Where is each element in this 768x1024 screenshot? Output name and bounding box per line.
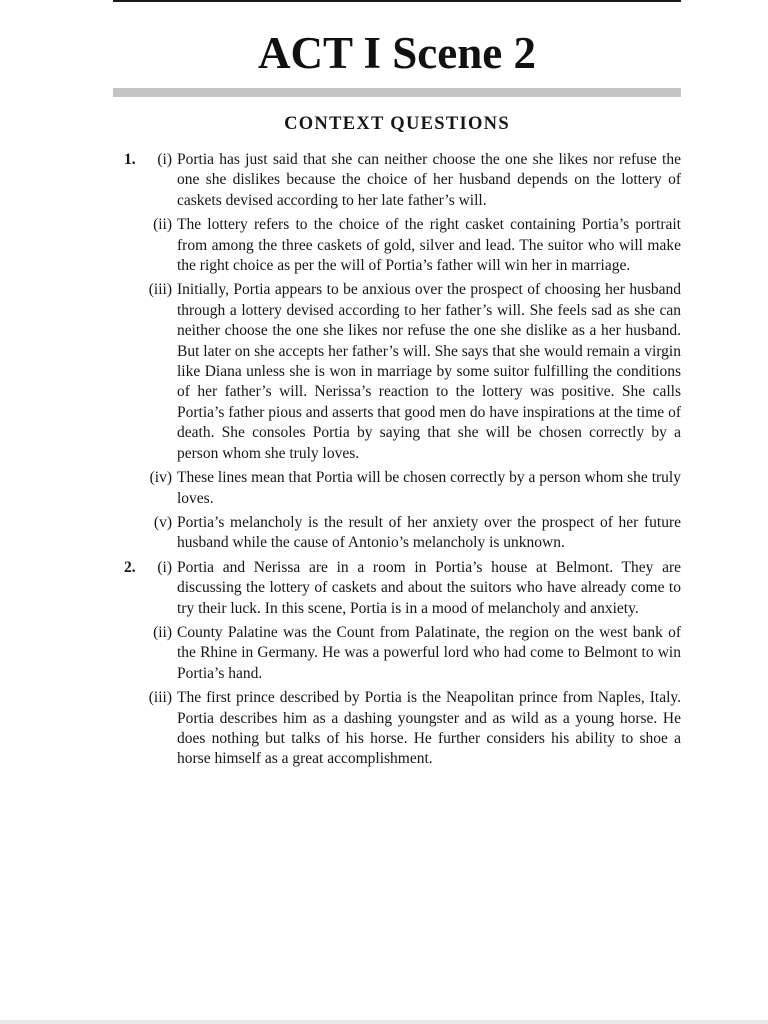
answer-item: [122, 558, 681, 619]
answer-text: Portia and Nerissa are in a room in Portia’s house at Belmont. They are discussing the lottery of caskets and about the suitors who have already come to try their luck. In this scene, Portia is in a mood of melancholy and anxiety.: [177, 558, 681, 617]
answer-item: [122, 150, 681, 211]
page-bottom-edge: [0, 1020, 768, 1024]
answer-label: (i): [157, 558, 172, 576]
top-rule: [113, 0, 681, 2]
answer-text: The lottery refers to the choice of the right casket containing Portia’s portrait from among the three caskets of gold, silver and lead. The suitor who will make the right choice as per the will of Portia’s father will win her in marriage.: [177, 216, 681, 275]
question-number: 1.: [124, 151, 136, 168]
question-1: [122, 150, 681, 554]
answer-label: (ii): [153, 623, 172, 641]
answer-label: (iii): [148, 281, 172, 299]
answer-item: [122, 468, 681, 509]
answer-item: [122, 623, 681, 684]
answer-label: (v): [153, 513, 172, 531]
answer-item: [122, 280, 681, 464]
answer-text: Portia has just said that she can neither choose the one she likes nor refuse the one she dislikes because the choice of her husband depends on the lottery of caskets devised according to her late father’s will.: [177, 151, 681, 209]
section-heading: CONTEXT QUESTIONS: [284, 114, 510, 134]
answer-text: The first prince described by Portia is the Neapolitan prince from Naples, Italy. Portia describes him as a dashing youngster and as wild as a young horse. He does nothing but talks of his horse. He further considers his ability to shoe a horse himself as a great accomplishment.: [177, 689, 681, 768]
page-title: ACT I Scene 2: [258, 28, 536, 78]
answer-text: Initially, Portia appears to be anxious over the prospect of choosing her husband through a lottery devised according to her father’s will. She feels sad as she can neither choose the one she likes nor refuse the one she dislike as a her husband. But later on she accepts her father’s will. She says that she would remain a virgin like Diana unless she is won in marriage by some suitor fulfilling the conditions of her father’s will. Nerissa’s reaction to the lottery was positive. She calls Portia’s father pious and asserts that good men do have inspirations at the time of death. She consoles Portia by saying that she will be chosen correctly by a person whom she truly loves.: [177, 281, 681, 462]
answer-label: (iv): [149, 469, 172, 487]
answer-text: County Palatine was the Count from Palatinate, the region on the west bank of the Rhine in Germany. He was a powerful lord who had come to Belmont to win Portia’s hand.: [177, 623, 681, 682]
answer-item: [122, 513, 681, 554]
answer-item: [122, 215, 681, 276]
title-underline-bar: [113, 88, 681, 97]
answer-label: (iii): [148, 689, 172, 707]
answer-label: (ii): [153, 216, 172, 234]
answer-text: These lines mean that Portia will be chosen correctly by a person whom she truly loves.: [177, 469, 681, 507]
answers-content: [122, 150, 681, 774]
question-2: [122, 558, 681, 770]
question-number: 2.: [124, 558, 136, 576]
answer-text: Portia’s melancholy is the result of her anxiety over the prospect of her future husband while the cause of Antonio’s melancholy is unknown.: [177, 513, 681, 552]
answer-label: (i): [157, 151, 172, 168]
answer-item: [122, 688, 681, 770]
